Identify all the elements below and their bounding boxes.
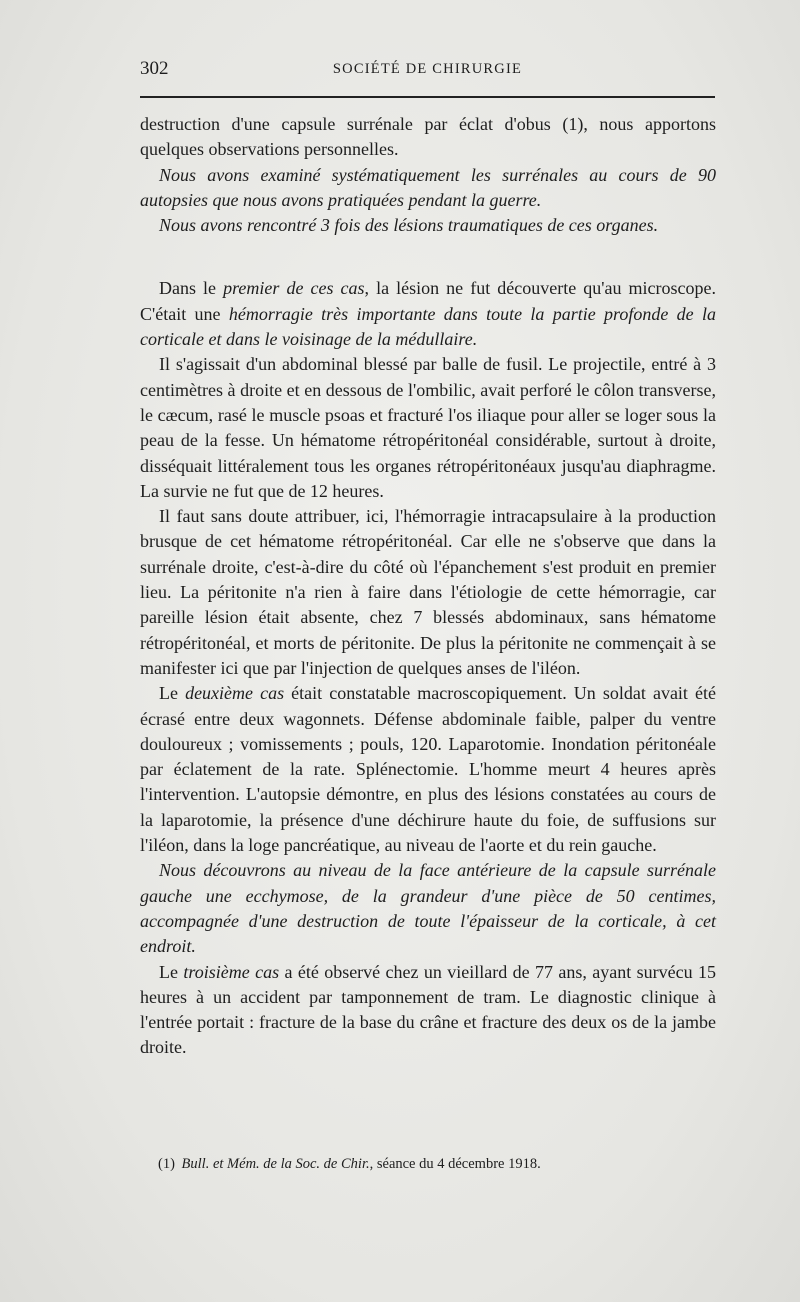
italic-text: hémorragie très importante dans toute la partie profonde de la corticale et dans le voisinage de la médullaire.: [140, 303, 716, 350]
footnote-source: Bull. et Mém. de la Soc. de Chir.: [181, 1156, 370, 1172]
page-number: 302: [140, 58, 169, 79]
paragraph: Il s'agissait d'un abdominal blessé par balle de fusil. Le projectile, entré à 3 centimètres à droite et en dessous de l'ombilic, avait perforé le côlon transverse, le cæcum, rasé le muscle psoas et fracturé l'os iliaque pour aller se loger sous la peau de la fesse. Un hématome rétropéritonéal considérable, surtout à droite, disséquait littéralement tous les organes rétropéritonéaux jusqu'au diaphragme. La survie ne fut que de 12 heures.: [140, 354, 716, 501]
italic-text: troisième cas: [183, 961, 280, 982]
text-run: a été observé chez un vieillard de 77 ans, ayant survécu 15 heures à un accident par tamponnement de tram. Le diagnostic clinique à l'entrée portait : fracture de la base du crâne et fracture des deux os de la jambe droite.: [140, 961, 716, 1058]
paragraph: [140, 960, 716, 1061]
footnote: [158, 1154, 718, 1174]
italic-text: Nous découvrons au niveau de la face antérieure de la capsule surrénale gauche une ecchymose, de la grandeur d'une pièce de 50 centimes, accompagnée d'une destruction de toute l'épaisseur de la corticale, à cet endroit.: [140, 860, 716, 957]
paragraph: [140, 681, 716, 858]
header-rule: [140, 96, 715, 98]
text-run: Dans le: [159, 278, 224, 299]
paragraph: [140, 276, 716, 352]
italic-text: deuxième cas: [185, 683, 285, 704]
paragraph: Il faut sans doute attribuer, ici, l'hémorragie intracapsulaire à la production brusque de cet hématome rétropéritonéal. Car elle ne s'observe que dans la surrénale droite, c'est-à-dire du côté où l'épanchement s'est produit en premier lieu. La péritonite n'a rien à faire dans l'étiologie de cette hémorragie, car pareille lésion était absente, chez 7 blessés abdominaux, sans hématome rétropéritonéal, et morts de péritonite. De plus la péritonite ne commençait à se manifester ici que par l'injection de quelques anses de l'iléon.: [140, 506, 716, 678]
paragraph: destruction d'une capsule surrénale par éclat d'obus (1), nous apportons quelques observations personnelles.: [140, 114, 716, 160]
page-header: [140, 58, 715, 88]
text-run: , la lésion ne fut découverte qu'au microscope. C'était une: [140, 278, 717, 324]
paragraph: [140, 858, 716, 959]
italic-text: Nous avons examiné systématiquement les surrénales au cours de 90 autopsies que nous avons pratiquées pendant la guerre.: [140, 164, 716, 210]
italic-text: premier de ces cas: [223, 278, 365, 299]
footnote-marker: (1): [158, 1156, 175, 1172]
text-run: Le: [159, 683, 186, 704]
italic-text: Nous avons rencontré 3 fois des lésions traumatiques de ces organes.: [159, 215, 659, 236]
text-run: Le: [159, 961, 184, 982]
paragraph: [140, 213, 716, 238]
main-text: [140, 112, 716, 1061]
text-run: était constatable macroscopiquement. Un soldat avait été écrasé entre deux wagonnets. Défense abdominale faible, palper du ventre douloureux ; vomissements ; pouls, 120. Laparotomie. Inondation péritonéale par éclatement de la rate. Splénectomie. L'homme meurt 4 heures après l'intervention. L'autopsie démontre, en plus des lésions constatées au cours de la laparotomie, la présence d'une déchirure haute du foie, de suffusions sur l'iléon, dans la loge pancréatique, au niveau de l'aorte et du rein gauche.: [140, 683, 716, 856]
footnote-text: , séance du 4 décembre 1918.: [369, 1156, 541, 1172]
running-title: SOCIÉTÉ DE CHIRURGIE: [332, 61, 523, 77]
paragraph: [140, 163, 716, 214]
